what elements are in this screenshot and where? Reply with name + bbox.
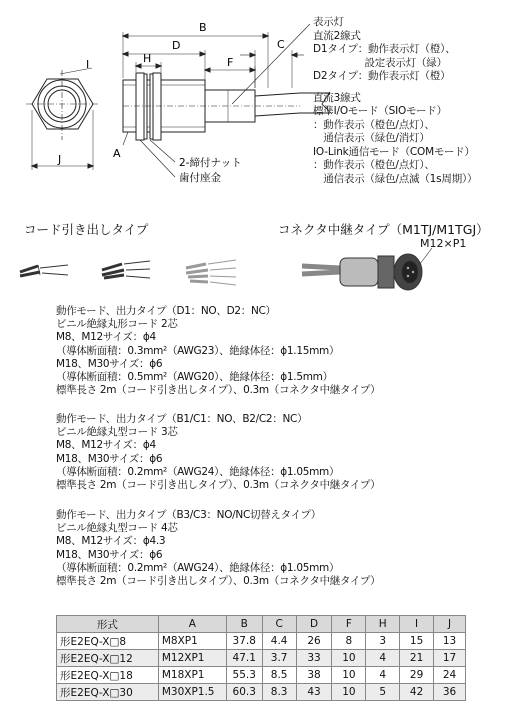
spec-line: M18、M30サイズ：ϕ6 bbox=[56, 548, 163, 561]
note-line: 直流2線式 bbox=[313, 29, 361, 42]
spec-line: M18、M30サイズ：ϕ6 bbox=[56, 357, 163, 370]
table-row bbox=[57, 667, 466, 684]
column-header: J bbox=[434, 616, 466, 633]
note-line: ：動作表示（橙色/点灯）、 bbox=[313, 118, 435, 131]
spec-line: 標準長さ 2m（コード引き出しタイプ）、0.3m（コネクタ中継タイプ） bbox=[56, 384, 381, 397]
table-cell: 4.4 bbox=[262, 633, 296, 650]
table-cell: 26 bbox=[296, 633, 332, 650]
table-header-row bbox=[57, 616, 466, 633]
table-cell: 55.3 bbox=[226, 667, 262, 684]
table-cell: 43 bbox=[296, 684, 332, 701]
spec-line: （導体断面積：0.3mm²（AWG23）、絶縁体径：ϕ1.15mm） bbox=[56, 344, 340, 357]
table-cell: 42 bbox=[400, 684, 434, 701]
table-cell: 17 bbox=[434, 650, 466, 667]
cable-illustrations bbox=[0, 248, 519, 298]
table-cell: 21 bbox=[400, 650, 434, 667]
spec-line: 動作モード、出力タイプ（B3/C3：NO/NC切替えタイプ） bbox=[56, 509, 321, 521]
spec-line: （導体断面積：0.5mm²（AWG20）、絶縁体径：ϕ1.5mm） bbox=[56, 370, 333, 383]
spec-line: ビニル絶縁丸型コード 4芯 bbox=[56, 522, 178, 535]
note-line: 直流3線式 bbox=[313, 91, 361, 104]
table-cell: 4 bbox=[366, 667, 400, 684]
spec-line: （導体断面積：0.2mm²（AWG24）、絶縁体径：ϕ1.05mm） bbox=[56, 561, 340, 574]
dim-label-H: H bbox=[143, 52, 152, 65]
table-cell: 8.5 bbox=[262, 667, 296, 684]
cable-2core-illustration bbox=[20, 265, 68, 276]
column-header: H bbox=[366, 616, 400, 633]
spec-line: 標準長さ 2m（コード引き出しタイプ）、0.3m（コネクタ中継タイプ） bbox=[56, 478, 381, 491]
note-line: 標準I/Oモード（SIOモード） bbox=[313, 105, 447, 117]
dimensions-table bbox=[56, 615, 466, 701]
spec-line: ビニル絶縁丸型コード 3芯 bbox=[56, 426, 178, 439]
spec-line: 動作モード、出力タイプ（D1：NO、D2：NC） bbox=[56, 305, 276, 317]
table-cell: 60.3 bbox=[226, 684, 262, 701]
dim-label-I: I bbox=[86, 58, 90, 71]
connector-thread-label: M12×P1 bbox=[420, 237, 467, 250]
indicator-notes bbox=[313, 16, 477, 186]
dim-label-F: F bbox=[227, 56, 234, 69]
spec-block-2wire bbox=[56, 305, 380, 397]
spec-line: 動作モード、出力タイプ（B1/C1：NO、B2/C2：NC） bbox=[56, 413, 308, 425]
table-cell: 13 bbox=[434, 633, 466, 650]
dim-label-J: J bbox=[58, 153, 62, 166]
front-view bbox=[26, 68, 98, 170]
table-cell: 8.3 bbox=[262, 684, 296, 701]
cable-4core-illustration bbox=[186, 260, 236, 285]
column-header: C bbox=[262, 616, 296, 633]
table-cell: 38 bbox=[296, 667, 332, 684]
table-row bbox=[57, 650, 466, 667]
table-cell: 4 bbox=[366, 650, 400, 667]
table-cell: 24 bbox=[434, 667, 466, 684]
table-cell: 33 bbox=[296, 650, 332, 667]
table-cell: 10 bbox=[332, 667, 366, 684]
table-cell: 8 bbox=[332, 633, 366, 650]
table-cell: 29 bbox=[400, 667, 434, 684]
table-cell: 10 bbox=[332, 684, 366, 701]
note-line: 通信表示（緑色/消灯） bbox=[313, 132, 430, 144]
table-cell: M8XP1 bbox=[158, 633, 226, 650]
spec-block-4wire bbox=[56, 509, 380, 588]
note-line: 表示灯 bbox=[313, 16, 344, 28]
column-header: 形式 bbox=[57, 616, 159, 633]
note-line: 通信表示（緑色/点滅（1s周期）） bbox=[313, 172, 478, 185]
dim-label-A: A bbox=[113, 147, 121, 160]
washer-label: 歯付座金 bbox=[179, 172, 221, 184]
connector-illustration bbox=[302, 248, 432, 290]
side-view bbox=[123, 24, 332, 177]
cable-3core-illustration bbox=[102, 261, 150, 278]
column-header: A bbox=[158, 616, 226, 633]
table-cell: M18XP1 bbox=[158, 667, 226, 684]
note-line: 設定表示灯（緑） bbox=[313, 56, 447, 69]
table-row bbox=[57, 684, 466, 701]
dim-label-B: B bbox=[199, 21, 207, 34]
table-cell: M30XP1.5 bbox=[158, 684, 226, 701]
table-cell: M12XP1 bbox=[158, 650, 226, 667]
table-cell: 47.1 bbox=[226, 650, 262, 667]
spec-line: （導体断面積：0.2mm²（AWG24）、絶縁体径：ϕ1.05mm） bbox=[56, 465, 340, 478]
spec-line: M8、M12サイズ：ϕ4 bbox=[56, 439, 156, 452]
table-cell: 形E2EQ-X□30 bbox=[57, 684, 159, 701]
table-cell: 形E2EQ-X□18 bbox=[57, 667, 159, 684]
column-header: D bbox=[296, 616, 332, 633]
table-row bbox=[57, 633, 466, 650]
note-line: ：動作表示（橙色/点灯）、 bbox=[313, 159, 435, 171]
column-header: F bbox=[332, 616, 366, 633]
spec-line: M8、M12サイズ：ϕ4 bbox=[56, 331, 156, 344]
table-cell: 形E2EQ-X□8 bbox=[57, 633, 159, 650]
cable-type-title: コード引き出しタイプ bbox=[24, 222, 149, 237]
note-line: IO-Link通信モード（COMモード） bbox=[313, 145, 475, 158]
dim-label-D: D bbox=[172, 39, 181, 52]
table-cell: 形E2EQ-X□12 bbox=[57, 650, 159, 667]
note-line: D2タイプ：動作表示灯（橙） bbox=[313, 70, 451, 82]
column-header: I bbox=[400, 616, 434, 633]
column-header: B bbox=[226, 616, 262, 633]
spec-block-3wire bbox=[56, 413, 380, 492]
table-cell: 15 bbox=[400, 633, 434, 650]
connector-type-title: コネクタ中継タイプ（M1TJ/M1TGJ） bbox=[278, 222, 489, 237]
table-cell: 3 bbox=[366, 633, 400, 650]
table-cell: 3.7 bbox=[262, 650, 296, 667]
spec-line: M8、M12サイズ：ϕ4.3 bbox=[56, 535, 166, 548]
note-line: D1タイプ：動作表示灯（橙）、 bbox=[313, 43, 456, 55]
spec-line: M18、M30サイズ：ϕ6 bbox=[56, 452, 163, 465]
table-cell: 10 bbox=[332, 650, 366, 667]
spec-line: 標準長さ 2m（コード引き出しタイプ）、0.3m（コネクタ中継タイプ） bbox=[56, 574, 381, 587]
table-cell: 37.8 bbox=[226, 633, 262, 650]
table-cell: 36 bbox=[434, 684, 466, 701]
nut-label: 2-締付ナット bbox=[179, 157, 242, 169]
spec-line: ビニル絶縁丸形コード 2芯 bbox=[56, 318, 178, 331]
dim-label-C: C bbox=[277, 38, 285, 51]
table-cell: 5 bbox=[366, 684, 400, 701]
